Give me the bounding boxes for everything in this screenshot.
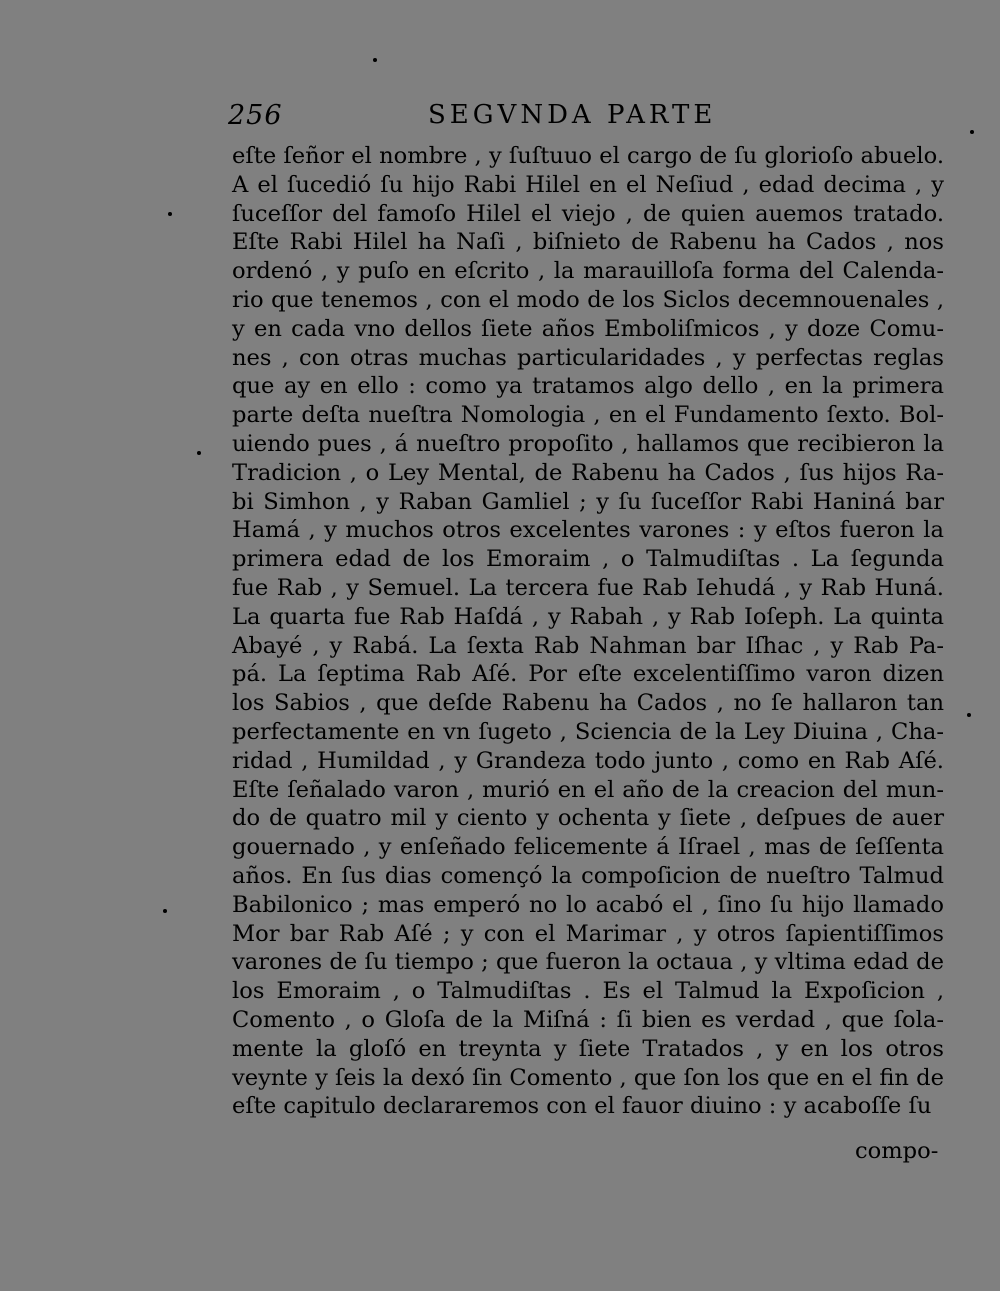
page-number: 256 <box>228 100 283 131</box>
text-line: gouernado , y enſeñado felicemente á Iſrael , mas de ſeſſenta <box>232 834 944 861</box>
text-line: mente la gloſó en treynta y ſiete Tratados , y en los otros <box>232 1035 944 1062</box>
ink-speck <box>967 713 971 717</box>
text-line: que ay en ello : como ya tratamos algo dello , en la primera <box>232 373 944 400</box>
text-line: perfectamente en vn ſugeto , Sciencia de la Ley Diuina , Cha- <box>232 718 944 745</box>
text-line: Abayé , y Rabá. La ſexta Rab Nahman bar Iſhac , y Rab Pa- <box>232 632 944 659</box>
text-line: parte deſta nueſtra Nomologia , en el Fundamento ſexto. Bol- <box>232 402 944 429</box>
text-line: años. En ſus dias començó la compoſicion de nueſtro Talmud <box>232 862 944 889</box>
running-head: SEGVNDA PARTE <box>428 100 717 130</box>
text-line: rio que tenemos , con el modo de los Siclos decemnouenales , <box>232 286 944 313</box>
text-line: veynte y ſeis la dexó ſin Comento , que ſon los que en el fin de <box>232 1064 944 1091</box>
text-line: Hamá , y muchos otros excelentes varones : y eſtos fueron la <box>232 517 944 544</box>
text-line: varones de ſu tiempo ; que fueron la octaua , y vltima edad de <box>232 949 944 976</box>
ink-speck <box>373 58 377 62</box>
text-line: Mor bar Rab Aſé ; y con el Marimar , y otros ſapientiſſimos <box>232 920 944 947</box>
text-line: primera edad de los Emoraim , o Talmudiſtas . La ſegunda <box>232 546 944 573</box>
text-line: ridad , Humildad , y Grandeza todo junto , como en Rab Aſé. <box>232 747 944 774</box>
text-line: pá. La ſeptima Rab Aſé. Por eſte excelentiſſimo varon dizen <box>232 661 944 688</box>
text-line: los Sabios , que deſde Rabenu ha Cados , no ſe hallaron tan <box>232 690 944 717</box>
ink-speck <box>163 909 167 913</box>
text-line: bi Simhon , y Raban Gamliel ; y ſu ſuceſſor Rabi Haniná bar <box>232 488 944 515</box>
text-line: Eſte Rabi Hilel ha Naſi , biſnieto de Rabenu ha Cados , nos <box>232 229 944 256</box>
ink-speck <box>970 130 974 134</box>
text-line: A el ſucedió ſu hijo Rabi Hilel en el Neſiud , edad decima , y <box>232 171 944 198</box>
text-line: ordenó , y puſo en eſcrito , la marauilloſa forma del Calenda- <box>232 258 944 285</box>
text-line: Babilonico ; mas emperó no lo acabó el , ſino ſu hijo llamado <box>232 891 944 918</box>
text-line: La quarta fue Rab Haſdá , y Rabah , y Rab Ioſeph. La quinta <box>232 603 944 630</box>
ink-speck <box>197 451 201 455</box>
page-header <box>228 100 948 136</box>
text-line: eſte capitulo declararemos con el fauor diuino : y acaboſſe ſu <box>232 1093 932 1120</box>
text-line: ſuceſſor del famoſo Hilel el viejo , de quien auemos tratado. <box>232 200 944 227</box>
body-text <box>232 142 944 1121</box>
text-line: Eſte ſeñalado varon , murió en el año de la creacion del mun- <box>232 776 944 803</box>
text-line: y en cada vno dellos ſiete años Emboliſmicos , y doze Comu- <box>232 315 944 342</box>
text-line: Comento , o Gloſa de la Miſná : ſi bien es verdad , que ſola- <box>232 1006 944 1033</box>
text-line: uiendo pues , á nueſtro propoſito , hallamos que recibieron la <box>232 430 944 457</box>
text-line: los Emoraim , o Talmudiſtas . Es el Talmud la Expoſicion , <box>232 978 944 1005</box>
text-line: eſte ſeñor el nombre , y ſuſtuuo el cargo de ſu glorioſo abuelo. <box>232 143 944 169</box>
catchword: compo- <box>855 1138 939 1164</box>
text-line: do de quatro mil y ciento y ochenta y ſiete , deſpues de auer <box>232 805 944 832</box>
text-line: nes , con otras muchas particularidades , y perfectas reglas <box>232 344 944 371</box>
ink-speck <box>168 212 172 216</box>
text-line: fue Rab , y Semuel. La tercera fue Rab Iehudá , y Rab Huná. <box>232 574 944 601</box>
text-line: Tradicion , o Ley Mental, de Rabenu ha Cados , ſus hijos Ra- <box>232 459 944 486</box>
